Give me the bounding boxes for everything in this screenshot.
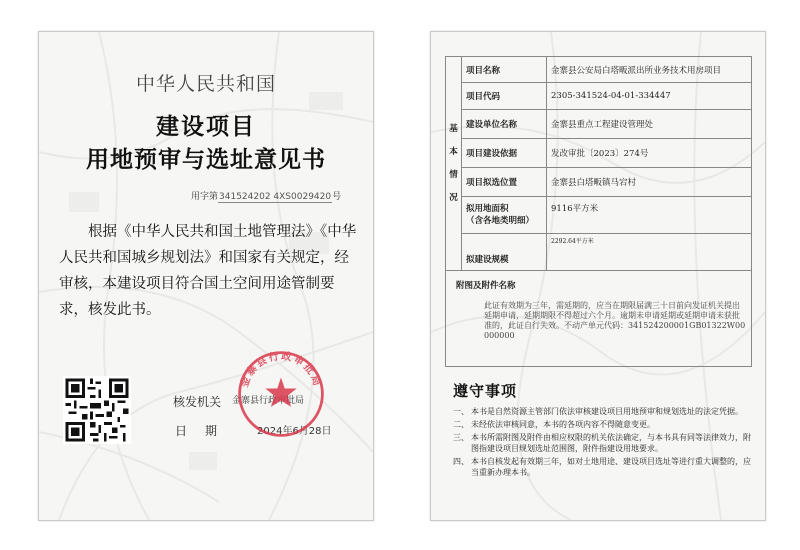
row-value-scale: 2292.64平方米 <box>547 234 752 271</box>
basic-info-table <box>445 56 752 271</box>
certificate-back-page <box>430 31 766 521</box>
rule-number: 三、 <box>453 433 469 442</box>
row-label-scale: 拟建设规模 <box>462 234 547 271</box>
row-label-basis: 项目建设依据 <box>462 139 547 168</box>
row-label-land-area: 拟用地面积 （含各地类明细） <box>462 197 547 234</box>
row-value-land-area: 9116平方米 <box>547 197 752 234</box>
issuer-label: 核发机关 <box>173 395 222 409</box>
issuer-value: 金寨县行政审批局 <box>232 396 305 406</box>
rule-item <box>453 432 753 454</box>
official-seal-stamp <box>235 348 327 440</box>
issue-date: 2024年6月28日 <box>257 426 332 437</box>
document-title-line1: 建设项目 <box>156 114 256 140</box>
attachments-box <box>445 269 752 367</box>
row-label-location: 项目拟选位置 <box>462 168 547 197</box>
rules-list <box>453 406 753 480</box>
section-label-basic-info: 基 本 情 况 <box>446 57 462 271</box>
row-value-project-name: 金寨县公安局白塔畈派出所业务技术用房项目 <box>547 57 752 83</box>
rule-text: 本书是自然资源主管部门依法审核建设项目用地预审和规划选址的法定凭据。 <box>471 407 743 416</box>
rule-item <box>453 419 753 430</box>
country-name: 中华人民共和国 <box>135 73 276 95</box>
certificate-front-page <box>38 31 374 521</box>
rule-number: 一、 <box>453 407 469 416</box>
row-label-project-code: 项目代码 <box>462 83 547 110</box>
attachments-text: 此证有效期为三年，需延期的，应当在期限届满三十日前向发证机关提出延期申请，延期期限不得超过六个月。逾期未申请延期或延期申请未获批准的，此证自行失效。不动产单元代码：341524200001GB01322W00000000 <box>484 301 746 340</box>
rule-text: 本书所需附图及附件由相应权限的机关依法确定，与本书具有同等法律效力，附图指建设项目规划选址范围图，附件指建设用地要求。 <box>471 433 751 453</box>
row-label-project-name: 项目名称 <box>462 57 547 83</box>
row-value-builder: 金寨县重点工程建设管理处 <box>547 110 752 139</box>
seal-text: 金寨县行政审批局 <box>239 351 323 389</box>
rule-item <box>453 406 753 417</box>
document-title-line2: 用地预审与选址意见书 <box>86 147 326 173</box>
date-label: 日期 <box>175 424 236 438</box>
certificate-body-text: 根据《中华人民共和国土地管理法》《中华人民共和国城乡规划法》和国家有关规定，经审核，本建设项目符合国土空间用途管制要求，核发此书。 <box>59 224 357 318</box>
attachments-title: 附图及附件名称 <box>456 281 516 291</box>
rule-text: 未经依法审核同意，本书的各项内容不得随意变更。 <box>471 420 655 429</box>
row-value-project-code: 2305-341524-04-01-334447 <box>547 83 752 110</box>
rules-title: 遵守事项 <box>453 382 518 400</box>
rule-number: 四、 <box>453 457 469 466</box>
qr-code-icon <box>63 376 131 444</box>
rule-text: 本书自核发起有效期三年，如对土地用途、建设项目选址等进行重大调整的，应当重新办理本书。 <box>471 457 751 477</box>
certificate-number <box>191 189 341 202</box>
rule-number: 二、 <box>453 420 469 429</box>
cert-number-value: 341524202 4XS0029420 <box>219 192 332 202</box>
cert-suffix: 号 <box>332 192 342 202</box>
rule-item <box>453 456 753 478</box>
cert-prefix: 用字第 <box>191 192 219 202</box>
row-label-builder: 建设单位名称 <box>462 110 547 139</box>
row-value-location: 金寨县白塔畈镇马宕村 <box>547 168 752 197</box>
row-value-basis: 发改审批〔2023〕274号 <box>547 139 752 168</box>
